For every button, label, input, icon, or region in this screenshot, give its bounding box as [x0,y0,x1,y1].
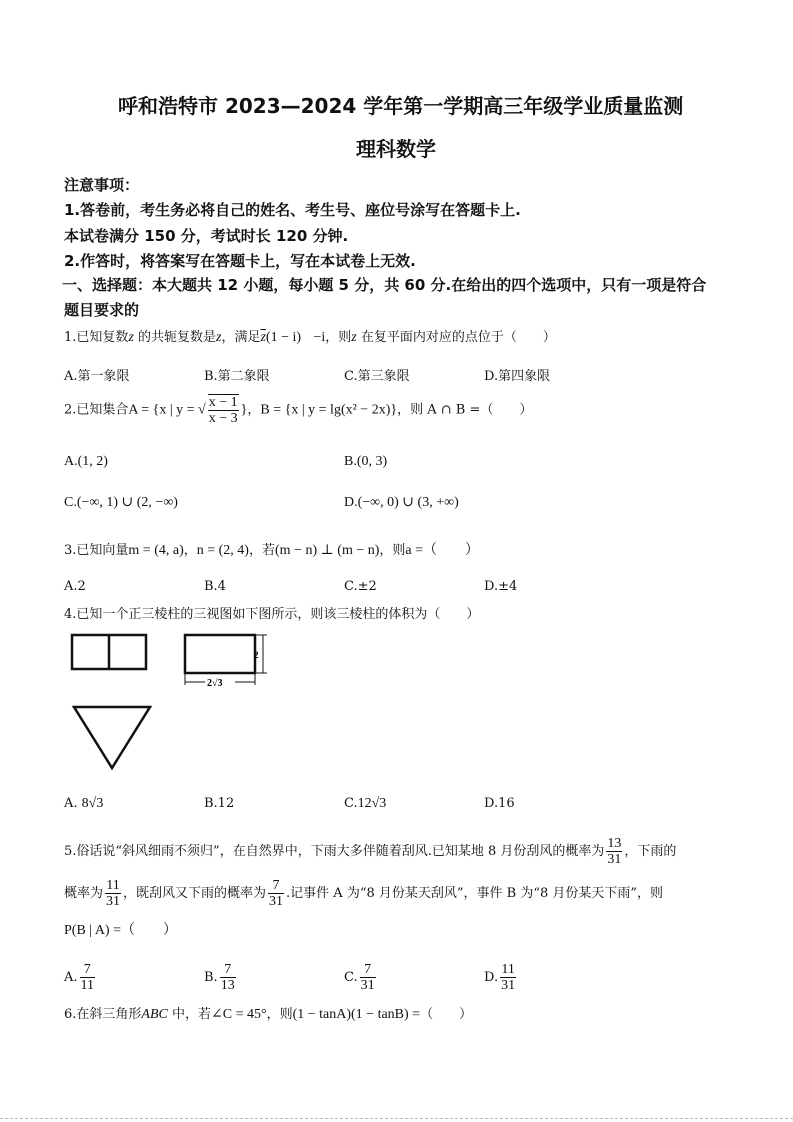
q3-text-b: ，若 [248,543,275,558]
q2-option-b: B.(0, 3) [344,454,388,469]
q2-fraction-den: x − 3 [208,411,238,426]
width-dimension-label: 2√3 [207,678,223,689]
q6-text-d: （ ） [420,1007,473,1022]
q2-fraction-num: x − 1 [208,395,238,410]
q5-option-b [204,962,238,993]
q1-text-a: 1.已知复数 [64,330,129,345]
q3-vector-n: n = (2, 4) [196,543,249,558]
q4-option-c [344,796,386,812]
q1-var-z: z [128,330,134,345]
q5-option-c-frac [360,962,376,993]
question-5-line-1 [64,836,676,867]
q5-option-d-den: 31 [501,978,516,993]
q2-tail: ，则 A ∩ B =（ ） [397,402,533,418]
q3-sep: ， [183,543,197,558]
q1-var-z2: z [351,330,357,345]
q4-option-c-value: 12√3 [357,796,387,811]
q6-text-a: 6.在斜三角形 [64,1007,142,1022]
q2-option-a: A.(1, 2) [64,454,108,469]
page-subtitle: 理科数学 [356,137,436,161]
q5-option-c-num: 7 [360,962,376,978]
q3-option-c: C.±2 [344,579,377,594]
q4-option-a-label: A. [64,796,78,811]
q4-option-c-label: C. [344,796,358,811]
q4-option-a [64,796,103,812]
q2-comma: ， [247,402,261,418]
q2-fraction [208,394,239,426]
q5-prob-rain-num: 11 [106,878,120,893]
q5-prob-both-den: 31 [269,894,284,909]
q5-option-d-num: 11 [501,962,515,977]
question-3 [64,539,479,559]
q5-prob-rain [105,878,121,909]
q2-set-a-post: } [240,402,248,418]
q4-option-b: B.12 [204,796,235,811]
q2-option-c: C.(−∞, 1) ∪ (2, −∞) [64,495,178,510]
q1-expr-2: −i [313,330,326,345]
q5-option-d-label: D. [484,970,499,985]
notes-line-1: 1.答卷前，考生务必将自己的姓名、考生号、座位号涂写在答题卡上. [64,201,521,219]
q5-option-c-den: 31 [360,978,375,993]
notes-line-2: 本试卷满分 150 分，考试时长 120 分钟. [64,227,349,245]
q3-option-b: B.4 [204,579,226,594]
q5-prob-wind-den: 31 [607,852,622,867]
question-6 [64,1003,472,1023]
q5-prob-both [268,878,284,909]
q3-condition: (m − n) ⊥ (m − n) [275,543,380,558]
q5-option-a [64,962,97,993]
q1-text-c: ，满足 [221,330,261,345]
q5-option-b-den: 13 [220,978,235,993]
q1-text-d: ，则 [325,330,352,345]
notes-heading: 注意事项： [64,176,140,194]
q1-var-zbar: z [216,330,222,345]
q3-text-c: ，则 [379,543,406,558]
q5-option-d-frac [500,962,516,993]
q1-option-b: B.第二象限 [204,369,270,384]
q1-text-b: 的共轭复数是 [133,330,216,345]
q1-conj-z: $\overline{z}$ [260,330,266,345]
q5-option-d [484,962,518,993]
q5-text-c: 概率为 [64,886,104,901]
question-4: 4.已知一个正三棱柱的三视图如下图所示，则该三棱柱的体积为（ ） [64,607,480,622]
q3-text-a: 3.已知向量 [64,543,129,558]
page-bottom-divider [0,1118,793,1119]
q3-option-a: A.2 [64,579,86,594]
q1-option-c: C.第三象限 [344,369,410,384]
q3-vector-m: m = (4, a) [128,543,184,558]
q3-text-d: a =（ ） [405,543,480,558]
q1-expr-1: (1 − i) [265,330,302,345]
three-view-figure [60,625,290,775]
q2-set-a-pre: A = {x | y = √ [128,402,206,418]
page-title: 呼和浩特市 2023—2024 学年第一学期高三年级学业质量监测 [118,94,684,118]
q5-prob-wind [606,836,622,867]
q5-option-a-label: A. [64,970,78,985]
q5-prob-rain-den: 31 [106,894,121,909]
question-1 [64,326,556,346]
q2-set-b: B = {x | y = lg(x² − 2x)} [260,402,398,418]
q6-angle: ∠C = 45° [211,1007,267,1022]
section-heading-line-1: 一、选择题：本大题共 12 小题，每小题 5 分，共 60 分.在给出的四个选项中，只有一项是符合 [62,276,707,294]
q5-text-b: ，下雨的 [624,844,677,859]
q5-text-e: .记事件 A 为“8 月份某天刮风”，事件 B 为“8 月份某天下雨”，则 [286,886,664,901]
q5-prob-both-num: 7 [268,878,284,894]
question-5-line-2 [64,878,663,909]
section-heading-line-2: 题目要求的 [64,301,140,319]
q5-option-a-frac [80,962,95,993]
height-dimension-label: 2 [254,650,259,660]
q6-text-b: 中，若 [167,1007,211,1022]
q4-option-d: D.16 [484,796,515,811]
q6-expr: (1 − tanA)(1 − tanB) = [292,1007,421,1022]
q1-option-d: D.第四象限 [484,369,551,384]
q5-option-b-num: 7 [220,962,236,978]
q5-text-d: ，既刮风又下雨的概率为 [123,886,267,901]
q5-question-expr: P(B | A) =（ ） [64,923,177,938]
q2-option-d: D.(−∞, 0) ∪ (3, +∞) [344,495,459,510]
q2-text-a: 2.已知集合 [64,402,129,418]
q1-option-a: A.第一象限 [64,369,130,384]
q4-option-a-value: 8√3 [81,796,104,811]
top-view-triangle [74,707,150,768]
q5-option-a-num: 7 [80,962,95,978]
q3-option-d: D.±4 [484,579,518,594]
q5-option-c [344,962,378,993]
q5-option-a-den: 11 [80,978,95,993]
side-view [185,635,255,673]
notes-line-3: 2.作答时，将答案写在答题卡上，写在本试卷上无效. [64,252,416,270]
q5-prob-wind-num: 13 [607,836,622,851]
question-2 [64,394,532,426]
q1-text-e: 在复平面内对应的点位于（ ） [356,330,556,345]
q6-triangle: ABC [141,1007,168,1022]
q5-option-c-label: C. [344,970,358,985]
q6-text-c: ，则 [266,1007,293,1022]
q5-option-b-label: B. [204,970,218,985]
q5-text-a: 5.俗话说“斜风细雨不须归”，在自然界中，下雨大多伴随着刮风.已知某地 8 月份刮风的概率为 [64,844,605,859]
q5-option-b-frac [220,962,236,993]
